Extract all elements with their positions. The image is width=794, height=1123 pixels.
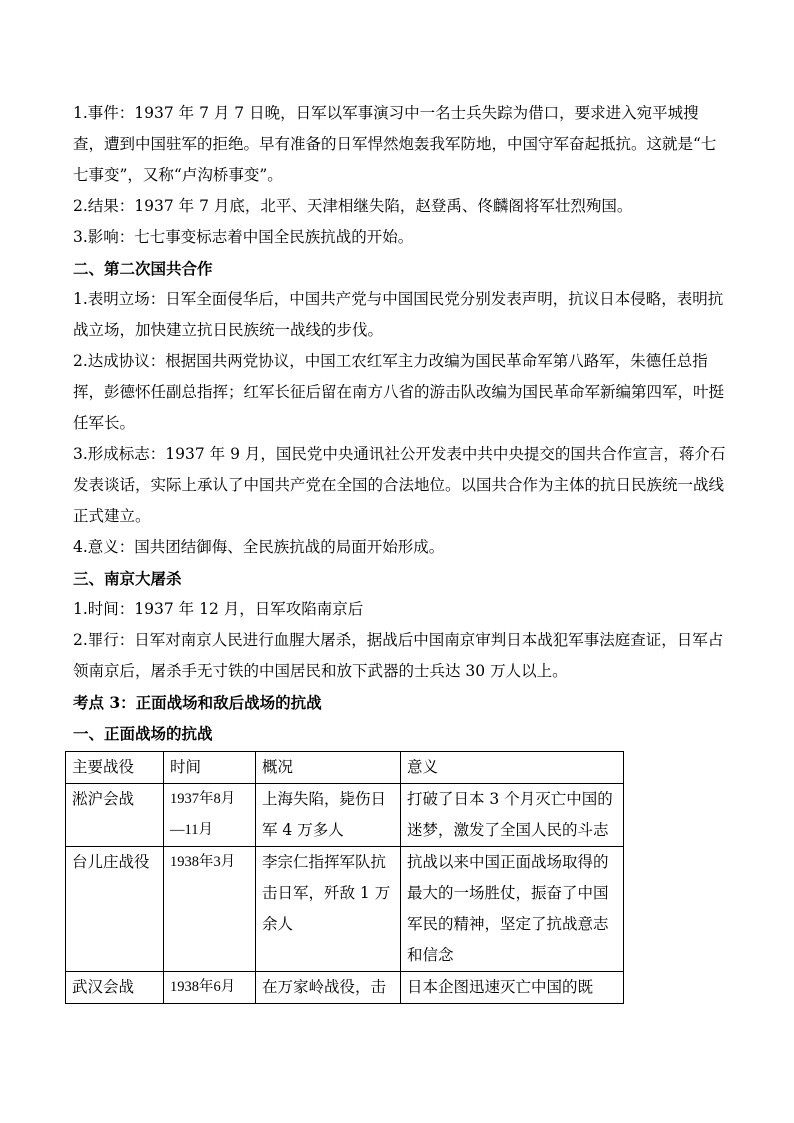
- column-header: 概况: [256, 752, 401, 784]
- column-header: 时间: [164, 752, 256, 784]
- battle-name-cell: 武汉会战: [66, 972, 164, 1004]
- battle-name-cell: 台儿庄战役: [66, 847, 164, 972]
- cooperation-item: 4.意义：国共团结御侮、全民族抗战的局面开始形成。: [73, 538, 445, 556]
- battle-time-cell: 1938年3月: [164, 847, 256, 972]
- cooperation-item: 2.达成协议：根据国共两党协议，中国工农红军主力改编为国民革命军第八路军，朱德任总指挥，彭德怀任副总指挥；红军长征后留在南方八省的游击队改编为国民革命军新编第四军，叶挺任军长。: [73, 352, 725, 432]
- section-heading-frontline: 一、正面战场的抗战: [73, 724, 213, 743]
- kaodian-heading: 考点 3：正面战场和敌后战场的抗战: [73, 693, 322, 712]
- column-header: 意义: [401, 752, 624, 784]
- cooperation-item: 1.表明立场：日军全面侵华后，中国共产党与中国国民党分别发表声明，抗议日本侵略，表明抗战立场，加快建立抗日民族统一战线的步伐。: [73, 290, 724, 339]
- battles-table: [65, 751, 624, 1004]
- impact-paragraph: 3.影响：七七事变标志着中国全民族抗战的开始。: [73, 228, 414, 246]
- battle-name-cell: 淞沪会战: [66, 784, 164, 847]
- battle-summary-cell: 在万家岭战役，击: [256, 972, 401, 1004]
- battle-summary-cell: 上海失陷，毙伤日军 4 万多人: [256, 784, 401, 847]
- table-row: [66, 784, 624, 847]
- section-heading-nanjing: 三、南京大屠杀: [73, 569, 182, 588]
- column-header: 主要战役: [66, 752, 164, 784]
- nanjing-item: 2.罪行：日军对南京人民进行血腥大屠杀，据战后中国南京审判日本战犯军事法庭查证，日军占领南京后，屠杀手无寸铁的中国居民和放下武器的士兵达 30 万人以上。: [73, 631, 724, 680]
- battle-significance-cell: 抗战以来中国正面战场取得的最大的一场胜仗，振奋了中国军民的精神，坚定了抗战意志和信念: [401, 847, 624, 972]
- nanjing-item: 1.时间：1937 年 12 月，日军攻陷南京后: [73, 600, 364, 618]
- cooperation-item: 3.形成标志：1937 年 9 月，国民党中央通讯社公开发表中共中央提交的国共合作宣言，蒋介石发表谈话，实际上承认了中国共产党在全国的合法地位。以国共合作为主体的抗日民族统一战线正式建立。: [73, 445, 726, 525]
- battle-summary-cell: 李宗仁指挥军队抗击日军，歼敌 1 万余人: [256, 847, 401, 972]
- table-row: [66, 972, 624, 1004]
- battle-time-cell: 1938年6月: [164, 972, 256, 1004]
- battle-time-cell: 1937年8月—11月: [164, 784, 256, 847]
- table-row: [66, 847, 624, 972]
- event-paragraph: 1.事件：1937 年 7 月 7 日晚，日军以军事演习中一名士兵失踪为借口，要求进入宛平城搜查，遭到中国驻军的拒绝。早有准备的日军悍然炮轰我军防地，中国守军奋起抵抗。这就是“七七事变”，又称“卢沟桥事变”。: [73, 104, 717, 184]
- section-heading-cooperation: 二、第二次国共合作: [73, 259, 213, 278]
- document-body: [73, 98, 728, 1004]
- result-paragraph: 2.结果：1937 年 7 月底，北平、天津相继失陷，赵登禹、佟麟阁将军壮烈殉国。: [73, 197, 633, 215]
- battle-significance-cell: 日本企图迅速灭亡中国的既: [401, 972, 624, 1004]
- battle-significance-cell: 打破了日本 3 个月灭亡中国的迷梦，激发了全国人民的斗志: [401, 784, 624, 847]
- table-header-row: [66, 752, 624, 784]
